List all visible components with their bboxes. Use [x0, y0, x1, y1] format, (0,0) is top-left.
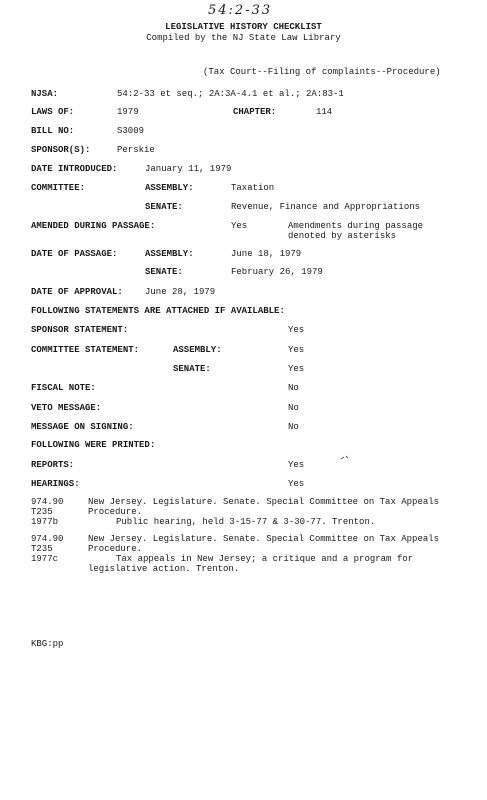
committee-senate-value: Revenue, Finance and Appropriations	[231, 202, 421, 212]
bill-no-value: S3009	[117, 126, 145, 136]
ref1-citation-line1: New Jersey. Legislature. Senate. Special Committee on Tax Appeals	[88, 497, 440, 507]
bill-no-label: BILL NO:	[31, 126, 75, 136]
amended-note-line2: denoted by asterisks	[288, 231, 397, 241]
committee-assembly-value: Taxation	[231, 183, 275, 193]
handwritten-annotation: 54:2-33	[208, 3, 273, 18]
committee-statement-assembly-label: ASSEMBLY:	[173, 345, 222, 355]
passage-senate-label: SENATE:	[145, 267, 183, 277]
committee-statement-label: COMMITTEE STATEMENT:	[31, 345, 140, 355]
committee-statement-senate-label: SENATE:	[173, 364, 211, 374]
ref2-citation-line2: Procedure.	[88, 544, 143, 554]
sponsor-value: Perskie	[117, 145, 155, 155]
message-on-signing-value: No	[288, 422, 299, 432]
njsa-value: 54:2-33 et seq.; 2A:3A-4.1 et al.; 2A:83-1	[117, 89, 344, 99]
committee-senate-label: SENATE:	[145, 202, 183, 212]
laws-of-value: 1979	[117, 107, 139, 117]
date-of-passage-label: DATE OF PASSAGE:	[31, 249, 118, 259]
veto-message-label: VETO MESSAGE:	[31, 403, 102, 413]
veto-message-value: No	[288, 403, 299, 413]
passage-assembly-value: June 18, 1979	[231, 249, 302, 259]
committee-statement-assembly-value: Yes	[288, 345, 305, 355]
document-title: LEGISLATIVE HISTORY CHECKLIST	[165, 22, 322, 32]
reports-label: REPORTS:	[31, 460, 75, 470]
ref2-call-number-line1: 974.90	[31, 534, 64, 544]
scan-mark-icon	[340, 454, 350, 462]
ref1-call-number-line3: 1977b	[31, 517, 59, 527]
ref2-citation-line4: legislative action. Trenton.	[88, 564, 240, 574]
amended-label: AMENDED DURING PASSAGE:	[31, 221, 156, 231]
document-subject: (Tax Court--Filing of complaints--Procedure)	[203, 67, 441, 77]
amended-note-line1: Amendments during passage	[288, 221, 424, 231]
date-of-approval-value: June 28, 1979	[145, 287, 216, 297]
message-on-signing-label: MESSAGE ON SIGNING:	[31, 422, 134, 432]
fiscal-note-label: FISCAL NOTE:	[31, 383, 96, 393]
document-subtitle: Compiled by the NJ State Law Library	[146, 33, 341, 43]
typist-initials: KBG:pp	[31, 639, 64, 649]
njsa-label: NJSA:	[31, 89, 59, 99]
committee-label: COMMITTEE:	[31, 183, 86, 193]
ref2-citation-line1: New Jersey. Legislature. Senate. Special Committee on Tax Appeals	[88, 534, 440, 544]
sponsor-statement-value: Yes	[288, 325, 305, 335]
sponsor-statement-label: SPONSOR STATEMENT:	[31, 325, 129, 335]
passage-senate-value: February 26, 1979	[231, 267, 323, 277]
hearings-value: Yes	[288, 479, 305, 489]
committee-statement-senate-value: Yes	[288, 364, 305, 374]
ref1-citation-line2: Procedure.	[88, 507, 143, 517]
ref1-call-number-line1: 974.90	[31, 497, 64, 507]
committee-assembly-label: ASSEMBLY:	[145, 183, 194, 193]
ref1-call-number-line2: T235	[31, 507, 53, 517]
statements-heading: FOLLOWING STATEMENTS ARE ATTACHED IF AVAILABLE:	[31, 306, 285, 316]
date-introduced-value: January 11, 1979	[145, 164, 232, 174]
printed-heading: FOLLOWING WERE PRINTED:	[31, 440, 156, 450]
reports-value: Yes	[288, 460, 305, 470]
laws-of-label: LAWS OF:	[31, 107, 75, 117]
date-introduced-label: DATE INTRODUCED:	[31, 164, 118, 174]
amended-value: Yes	[231, 221, 248, 231]
fiscal-note-value: No	[288, 383, 299, 393]
chapter-value: 114	[316, 107, 333, 117]
chapter-label: CHAPTER:	[233, 107, 277, 117]
ref2-call-number-line3: 1977c	[31, 554, 59, 564]
ref1-citation-line3: Public hearing, held 3-15-77 & 3-30-77. Trenton.	[116, 517, 376, 527]
hearings-label: HEARINGS:	[31, 479, 80, 489]
ref2-citation-line3: Tax appeals in New Jersey; a critique and a program for	[116, 554, 414, 564]
date-of-approval-label: DATE OF APPROVAL:	[31, 287, 123, 297]
sponsor-label: SPONSOR(S):	[31, 145, 91, 155]
ref2-call-number-line2: T235	[31, 544, 53, 554]
passage-assembly-label: ASSEMBLY:	[145, 249, 194, 259]
